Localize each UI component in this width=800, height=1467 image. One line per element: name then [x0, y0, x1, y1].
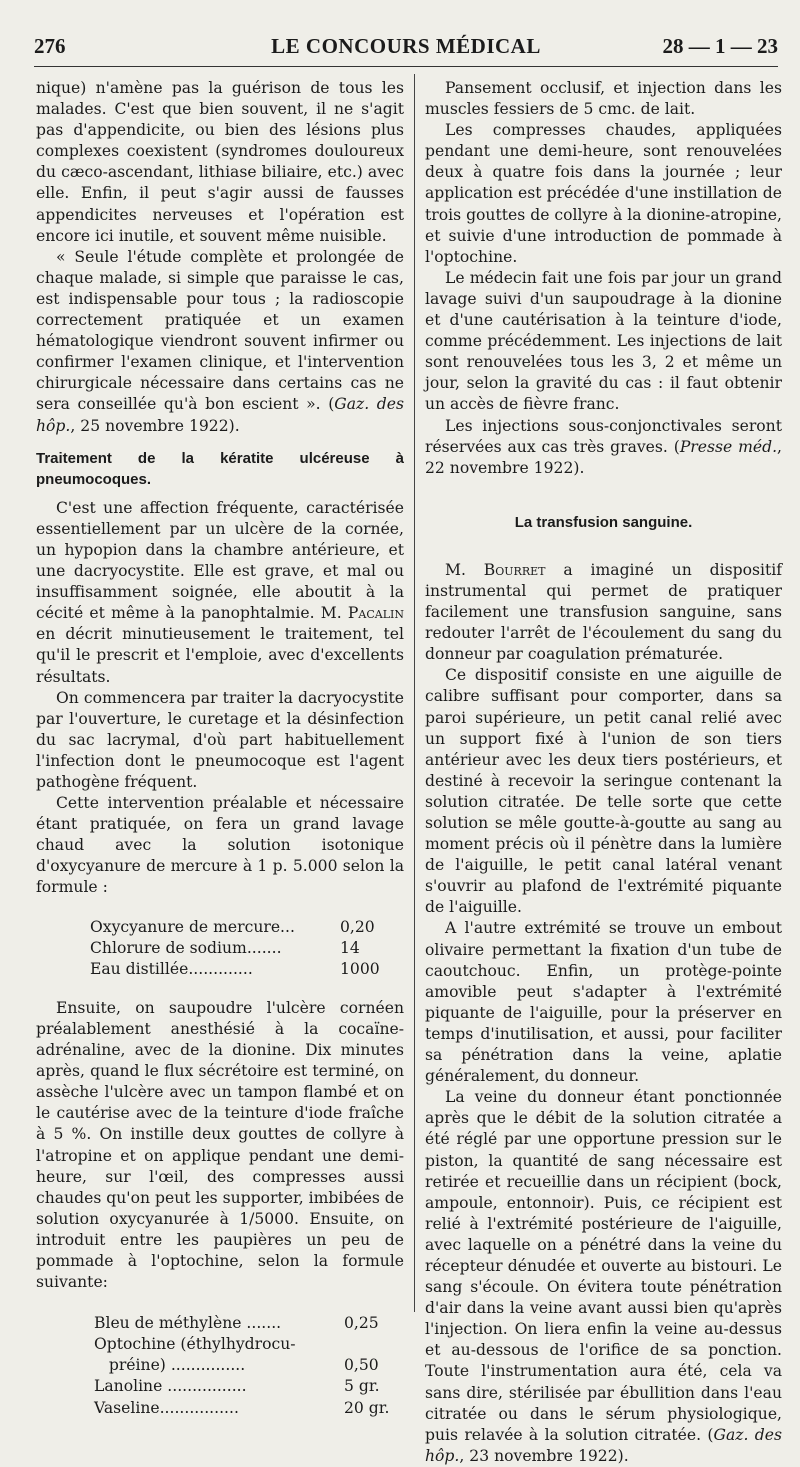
formula-row: Eau distillée............. 1000 [90, 959, 380, 978]
author-name: Bourret [483, 560, 546, 579]
paragraph: Les injections sous-conjonctivales seront réservées aux cas très graves. (Presse méd., 22 novembre 1922). [425, 416, 782, 477]
section-heading: La transfusion sanguine. [514, 513, 693, 531]
left-column [36, 78, 404, 1419]
citation-source: Gaz. des hôp. [36, 395, 404, 435]
formula-row: Lanoline ................ 5 gr. [94, 1377, 380, 1396]
right-column [425, 78, 782, 1467]
formula-row: Oxycyanure de mercure... 0,20 [90, 917, 375, 936]
formula-row: Chlorure de sodium....... 14 [90, 938, 360, 957]
paragraph: nique) n'amène pas la guérison de tous les malades. C'est que bien souvent, il ne s'agit pas d'appendicite, ou bien des lésions plus complexes coexistent (syndromes douloureux du cæco-ascendant, lithiase biliaire, etc.) avec elle. Enfin, il peut s'agir aussi de fausses appendicites nerveuses et l'opération est encore ici inutile, et souvent même nuisible. [36, 79, 404, 245]
paragraph: M. Bourret a imaginé un dispositif instrumental qui permet de pratiquer facilement une transfusion sanguine, sans redouter l'arrêt de l'écoulement du sang du donneur par coagulation prématurée. [425, 560, 782, 664]
citation-source: Gaz. des hôp. [425, 1425, 782, 1465]
journal-title: LE CONCOURS MÉDICAL [271, 34, 541, 58]
formula-table [94, 1313, 394, 1418]
paragraph: C'est une affection fréquente, caractérisée essentiellement par un ulcère de la cornée, un hypopion dans la chambre antérieure, et une dacryocystite. Elle est grave, et mal ou insuffisamment soignée, elle aboutit à la cécité et même à la panophtalmie. M. Pacalin en décrit minutieusement le traitement, tel qu'il le prescrit et l'emploie, avec d'excellents résultats. [36, 498, 404, 686]
author-name: Pacalin [347, 604, 404, 623]
paragraph: Les compresses chaudes, appliquées pendant une demi-heure, sont renouvelées deux à quatre fois dans la journée ; leur application est précédée d'une instillation de trois gouttes de collyre à la dionine-atropine, et suivie d'une introduction de pommade à l'optochine. [425, 121, 782, 266]
paragraph: On commencera par traiter la dacryocystite par l'ouverture, le curetage et la désinfection du sac lacrymal, d'où part habituellement l'infection dont le pneumocoque est l'agent pathogène fréquent. [36, 688, 404, 791]
paragraph: Le médecin fait une fois par jour un grand lavage suivi d'un saupoudrage à la dionine et d'une cautérisation à la teinture d'iode, comme précédemment. Les injections de lait sont renouvelées tous les 3, 2 et même un jour, selon la gravité du cas : il faut obtenir un accès de fièvre franc. [425, 268, 782, 414]
citation-source: Presse méd. [679, 437, 778, 456]
issue-date: 28 — 1 — 23 [662, 34, 778, 58]
page-number: 276 [34, 34, 66, 58]
paragraph: Cette intervention préalable et nécessaire étant pratiquée, on fera un grand lavage chaud avec la solution isotonique d'oxycyanure de mercure à 1 p. 5.000 selon la formule : [36, 794, 404, 897]
paragraph: Pansement occlusif, et injection dans les muscles fessiers de 5 cmc. de lait. [425, 79, 782, 119]
formula-row: Optochine (éthylhydrocu- [94, 1335, 296, 1354]
formula-row: préine) ............... 0,50 [94, 1356, 379, 1375]
paragraph: La veine du donneur étant ponctionnée après que le débit de la solution citratée a été réglé par une opportune pression sur le piston, la quantité de sang nécessaire est retirée et recueillie dans un récipient (bock, ampoule, entonnoir). Puis, ce récipient est relié à l'extrémité postérieure de l'aiguille, avec laquelle on a pénétré dans la veine du récepteur dénudée et ouverte au bistouri. Le sang s'écoule. On évitera toute pénétration d'air dans la veine avant aussi bien qu'après l'injection. On liera enfin la veine au-dessus et au-dessous de l'orifice de sa ponction. Toute l'instrumentation aura été, cela va sans dire, stérilisée par ébullition dans l'eau citratée ou dans le sérum physiologique, puis relavée à la solution citratée. (Gaz. des hôp., 23 novembre 1922). [425, 1088, 782, 1465]
paragraph: Ce dispositif consiste en une aiguille de calibre suffisant pour comporter, dans sa paroi supérieure, un petit canal relié avec un support fixé à l'union de son tiers antérieur avec les deux tiers postérieurs, et destiné à recevoir la seringue contenant la solution citratée. De telle sorte que cette solution se mêle goutte-à-goutte au sang au moment précis où il pénètre dans la lumière de l'aiguille, le petit canal latéral venant s'ouvrir au plafond de l'extrémité piquante de l'aiguille. [425, 666, 782, 917]
formula-table [90, 917, 390, 980]
paragraph: Ensuite, on saupoudre l'ulcère cornéen préalablement anesthésié à la cocaïne-adrénaline, avec de la dionine. Dix minutes après, quand le flux sécrétoire est terminé, on assèche l'ulcère avec un tampon flambé et on le cautérise avec de la teinture d'iode fraîche à 5 %. On instille deux gouttes de collyre à l'atropine et on applique pendant une demi-heure, sur l'œil, des compresses aussi chaudes qu'on peut les supporter, imbibées de solution oxycyanurée à 1/5000. Ensuite, on introduit entre les paupières un peu de pommade à l'optochine, selon la formule suivante: [36, 998, 404, 1292]
paragraph: A l'autre extrémité se trouve un embout olivaire permettant la fixation d'un tube de caoutchouc. Enfin, un protège-pointe amovible peut s'adapter à l'extrémité piquante de l'aiguille, pour la préserver en temps d'inutilisation, et aussi, pour faciliter sa pénétration dans la veine, aplatie généralement, du donneur. [425, 919, 782, 1086]
formula-row: Bleu de méthylène ....... 0,25 [94, 1314, 379, 1333]
header-rule [34, 66, 778, 67]
formula-row: Vaseline................ 20 gr. [94, 1398, 390, 1417]
paragraph: « Seule l'étude complète et prolongée de chaque malade, si simple que paraisse le cas, est indispensable pour tous ; la radioscopie correctement pratiquée et un examen hématologique viendront souvent infirmer ou confirmer l'examen clinique, et l'intervention chirurgicale nécessaire dans certains cas ne sera conseillée qu'à bon escient ». (Gaz. des hôp., 25 novembre 1922). [36, 247, 404, 435]
section-heading: Traitement de la kératite ulcéreuse à pneumocoques. [36, 449, 404, 488]
page-header [34, 30, 778, 66]
column-divider [414, 74, 415, 1312]
